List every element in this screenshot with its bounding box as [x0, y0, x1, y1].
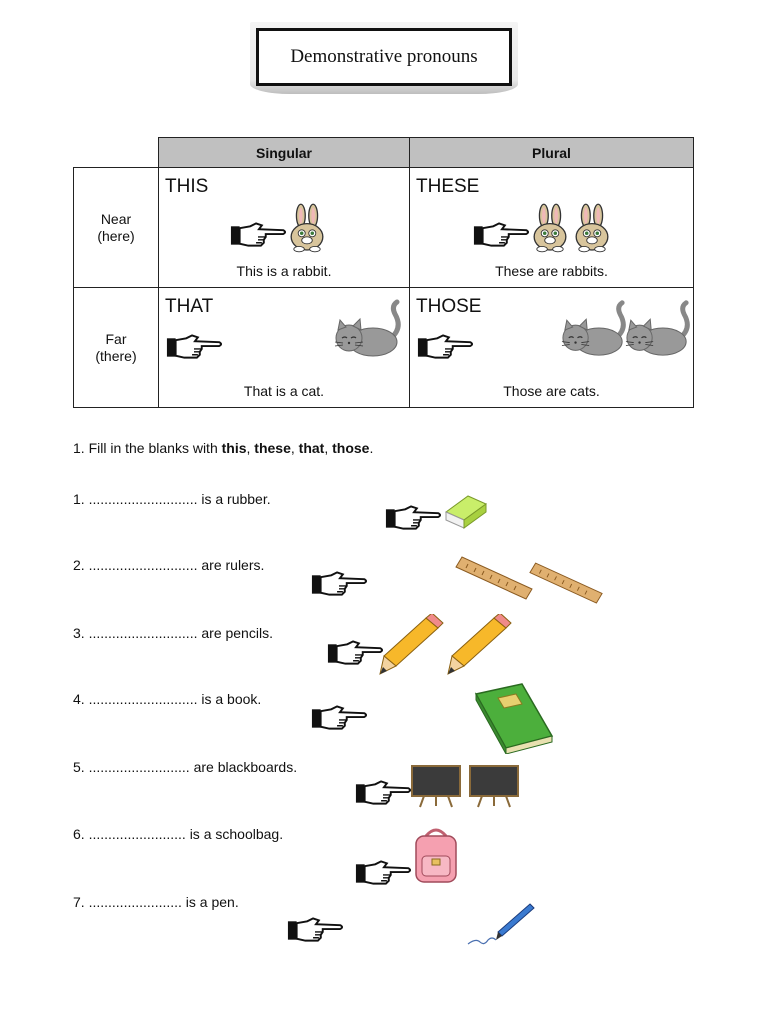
cell-this: [159, 168, 410, 288]
pointing-hand-icon: [354, 858, 412, 888]
pointing-hand-icon: [165, 332, 223, 362]
word-those: THOSE: [416, 296, 482, 317]
cell-that: [159, 288, 410, 408]
separator: ,: [290, 440, 299, 456]
eraser-icon: [442, 490, 490, 532]
pen-icon: [466, 900, 538, 948]
exercise-item-6: 6. ......................... is a schoolbag.: [73, 826, 284, 842]
ruler-icon: [528, 561, 604, 607]
pointing-hand-icon: [229, 220, 287, 250]
row-label-far: [74, 288, 159, 408]
word-option-this: this: [221, 440, 247, 456]
word-option-these: these: [254, 440, 291, 456]
pronoun-table: [73, 137, 694, 408]
pointing-hand-icon: [310, 569, 368, 599]
pointing-hand-icon: [326, 638, 384, 668]
word-option-those: those: [332, 440, 370, 456]
separator: ,: [324, 440, 333, 456]
row-label-near-line1: Near: [100, 210, 132, 227]
pointing-hand-icon: [354, 778, 412, 808]
pointing-hand-icon: [384, 503, 442, 533]
cat-icon: [333, 298, 403, 358]
word-these: THESE: [416, 176, 480, 197]
cell-those: [410, 288, 694, 408]
sentence-this: This is a rabbit.: [236, 263, 332, 279]
exercise-item-4: 4. ............................ is a book.: [73, 691, 262, 707]
ruler-icon: [454, 555, 534, 603]
rabbit-icon: [570, 202, 614, 254]
instruction-end: .: [369, 440, 374, 456]
word-option-that: that: [298, 440, 325, 456]
rabbit-icon: [285, 202, 329, 254]
sentence-these: These are rabbits.: [495, 263, 608, 279]
schoolbag-icon: [412, 826, 460, 886]
cat-icon: [624, 298, 692, 358]
row-label-far-line2: (there): [95, 347, 137, 364]
row-label-near: [74, 168, 159, 288]
exercise-item-2: 2. ............................ are rulers.: [73, 557, 265, 573]
sentence-those: Those are cats.: [503, 383, 600, 399]
exercise-item-3: 3. ............................ are pencils.: [73, 625, 273, 641]
title-frame: [250, 22, 518, 94]
pointing-hand-icon: [416, 332, 474, 362]
word-this: THIS: [165, 176, 209, 197]
exercise-item-5: 5. .......................... are blackboards.: [73, 759, 298, 775]
cat-icon: [560, 298, 628, 358]
exercise-item-1: 1. ............................ is a rubber.: [73, 491, 271, 507]
header-singular: Singular: [159, 138, 410, 168]
separator: ,: [246, 440, 255, 456]
word-that: THAT: [165, 296, 214, 317]
pointing-hand-icon: [310, 703, 368, 733]
book-icon: [472, 680, 556, 754]
pencil-icon: [378, 614, 444, 676]
blackboard-icon: [410, 764, 462, 808]
exercise-instruction: [73, 440, 373, 456]
sentence-that: That is a cat.: [243, 383, 325, 399]
blackboard-icon: [468, 764, 520, 808]
header-plural: Plural: [410, 138, 694, 168]
pencil-icon: [446, 614, 512, 676]
cell-these: [410, 168, 694, 288]
row-label-far-line1: Far: [105, 330, 127, 347]
table-corner: [74, 138, 159, 168]
pointing-hand-icon: [472, 220, 530, 250]
rabbit-icon: [528, 202, 572, 254]
exercise-item-7: 7. ........................ is a pen.: [73, 894, 239, 910]
row-label-near-line2: (here): [97, 227, 135, 244]
instruction-prefix: 1. Fill in the blanks with: [73, 440, 222, 456]
pointing-hand-icon: [286, 915, 344, 945]
page-title: Demonstrative pronouns: [256, 28, 512, 86]
